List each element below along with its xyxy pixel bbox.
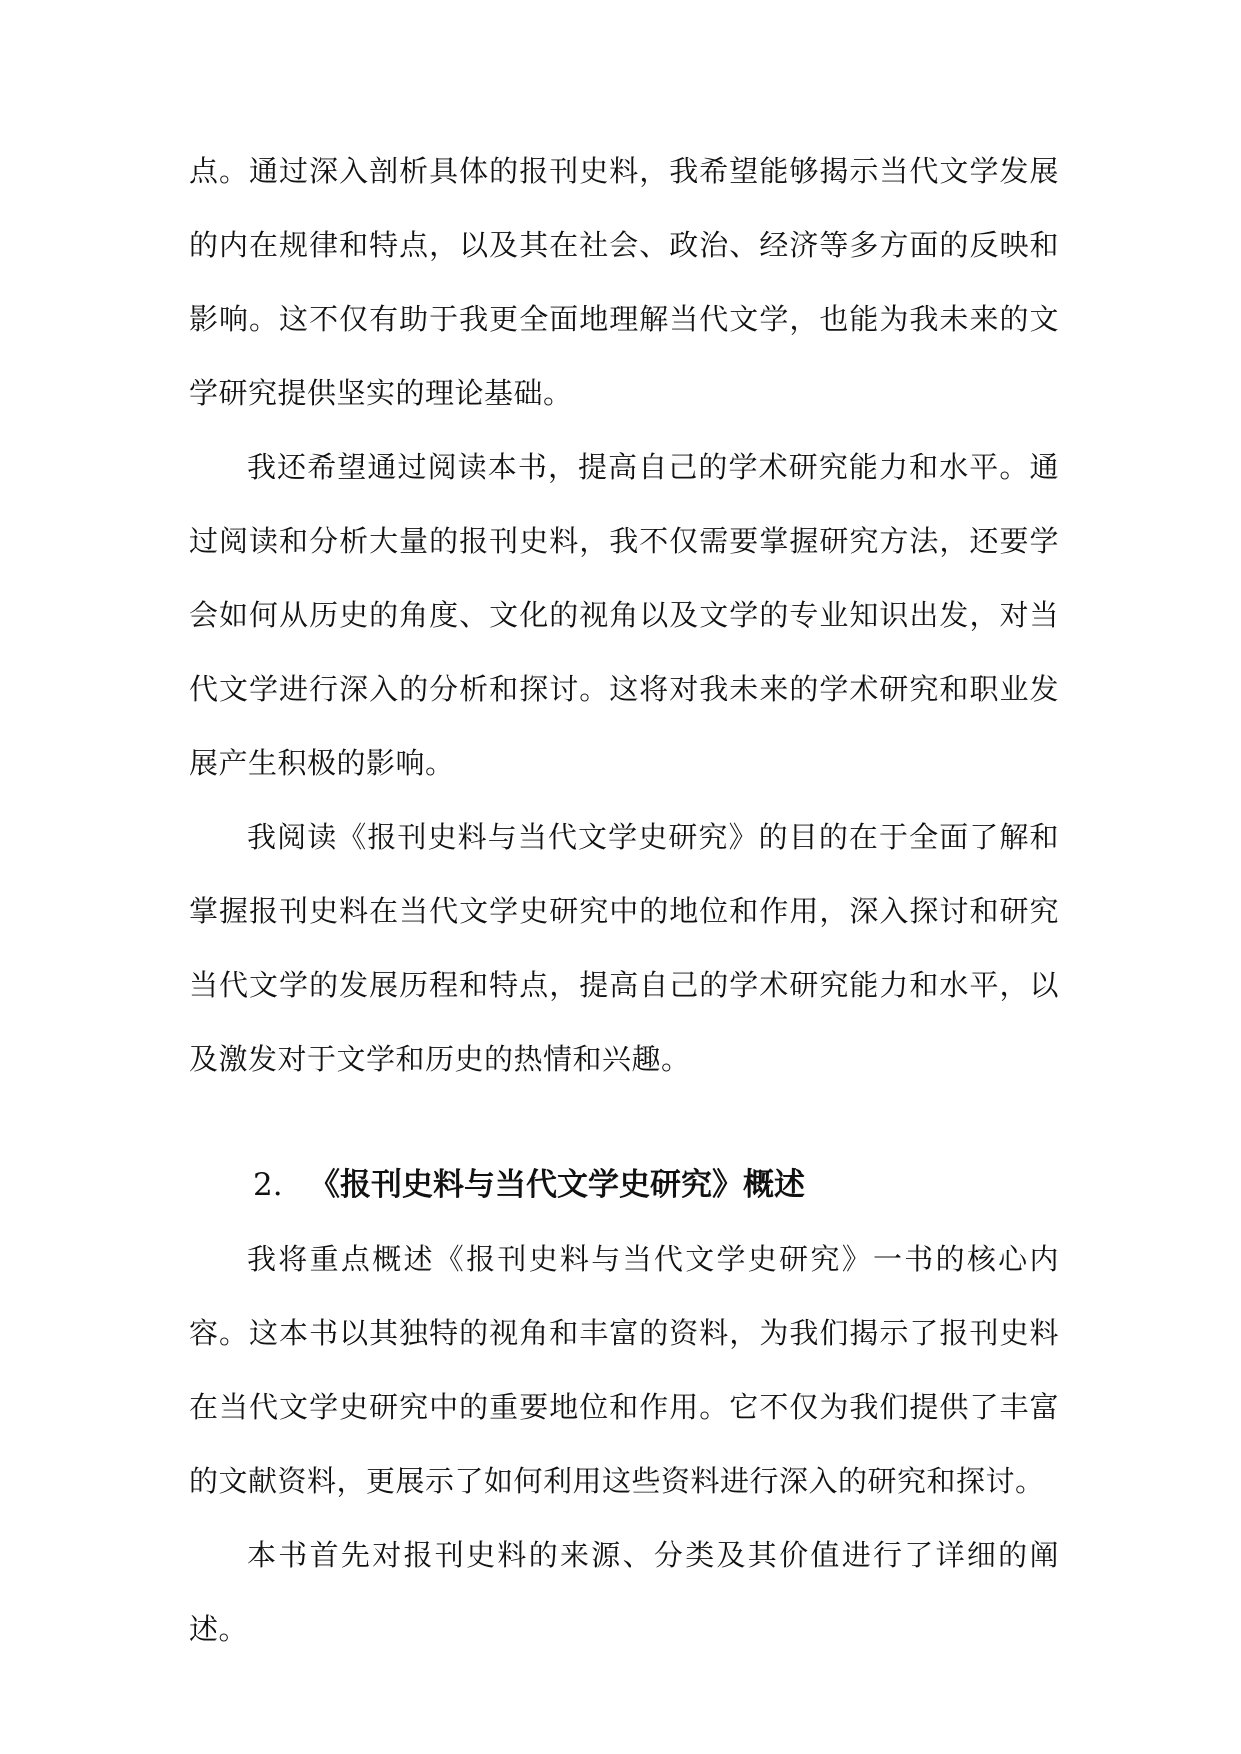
paragraph-continuation: 点。通过深入剖析具体的报刊史料，我希望能够揭示当代文学发展的内在规律和特点，以及其在社会、政治、经济等多方面的反映和影响。这不仅有助于我更全面地理解当代文学，也能为我未来的文学研究提供坚实的理论基础。 [189,154,1059,410]
section-title: 《报刊史料与当代文学史研究》概述 [309,1167,805,1203]
document-body [189,134,1059,1666]
section-heading [189,1148,1059,1222]
paragraph: 我还希望通过阅读本书，提高自己的学术研究能力和水平。通过阅读和分析大量的报刊史料，我不仅需要掌握研究方法，还要学会如何从历史的角度、文化的视角以及文学的专业知识出发，对当代文学进行深入的分析和探讨。这将对我未来的学术研究和职业发展产生积极的影响。 [189,450,1059,780]
section-number: 2. [253,1167,283,1203]
paragraph: 我阅读《报刊史料与当代文学史研究》的目的在于全面了解和掌握报刊史料在当代文学史研究中的地位和作用，深入探讨和研究当代文学的发展历程和特点，提高自己的学术研究能力和水平，以及激发对于文学和历史的热情和兴趣。 [189,820,1059,1076]
paragraph: 本书首先对报刊史料的来源、分类及其价值进行了详细的阐述。 [189,1538,1059,1646]
paragraph: 我将重点概述《报刊史料与当代文学史研究》一书的核心内容。这本书以其独特的视角和丰富的资料，为我们揭示了报刊史料在当代文学史研究中的重要地位和作用。它不仅为我们提供了丰富的文献资料，更展示了如何利用这些资料进行深入的研究和探讨。 [189,1242,1059,1498]
